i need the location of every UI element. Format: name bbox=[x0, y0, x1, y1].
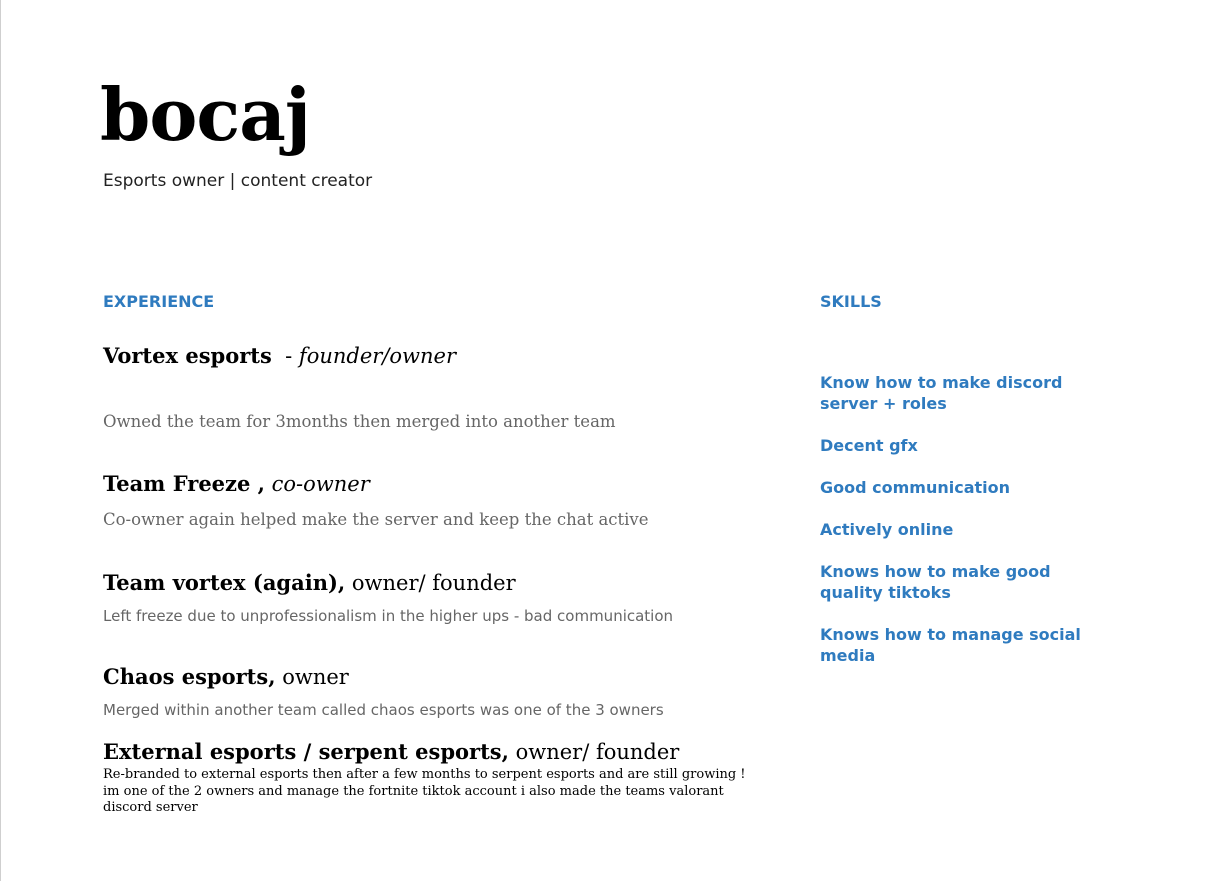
job-title bbox=[103, 664, 349, 690]
job-organization: Team vortex (again), bbox=[103, 570, 346, 595]
skill-item: Knows how to make good quality tiktoks bbox=[820, 562, 1051, 602]
job-role: owner/ founder bbox=[515, 740, 680, 764]
resume-tagline: Esports owner | content creator bbox=[103, 171, 373, 191]
job-separator bbox=[265, 472, 272, 496]
job-organization: Chaos esports, bbox=[103, 664, 276, 689]
skills-heading: SKILLS bbox=[820, 292, 882, 311]
job-description: Re-branded to external esports then after a few months to serpent esports and are still growing ! im one of the 2 owners and manage the fortnite tiktok account i also made the teams valorant discord server bbox=[103, 767, 746, 815]
skill-item: Decent gfx bbox=[820, 436, 918, 455]
skill-item: Knows how to manage social media bbox=[820, 625, 1081, 665]
experience-heading: EXPERIENCE bbox=[103, 292, 215, 311]
job-title bbox=[103, 343, 456, 369]
job-separator bbox=[345, 571, 352, 595]
skill-item: Good communication bbox=[820, 478, 1011, 497]
job-description: Left freeze due to unprofessionalism in the higher ups - bad communication bbox=[103, 607, 674, 625]
job-description: Owned the team for 3months then merged into another team bbox=[103, 412, 616, 431]
job-role: owner/ founder bbox=[351, 571, 516, 595]
job-role: founder/owner bbox=[298, 344, 456, 368]
job-organization: External esports / serpent esports, bbox=[103, 739, 509, 764]
job-organization: Vortex esports bbox=[103, 343, 272, 368]
job-title bbox=[103, 570, 516, 596]
job-title bbox=[103, 471, 370, 497]
job-organization: Team Freeze , bbox=[103, 471, 265, 496]
resume-name: bocaj bbox=[100, 72, 310, 157]
job-separator bbox=[509, 740, 516, 764]
job-role: owner bbox=[282, 665, 349, 689]
skills-list bbox=[820, 372, 1100, 687]
job-title bbox=[103, 739, 679, 765]
skill-item: Actively online bbox=[820, 520, 954, 539]
job-separator: - bbox=[271, 344, 299, 368]
skill-item: Know how to make discord server + roles bbox=[820, 373, 1063, 413]
job-description: Co-owner again helped make the server and keep the chat active bbox=[103, 510, 649, 529]
page-left-border bbox=[0, 0, 1, 881]
job-description: Merged within another team called chaos esports was one of the 3 owners bbox=[103, 701, 664, 719]
job-role: co-owner bbox=[271, 472, 370, 496]
